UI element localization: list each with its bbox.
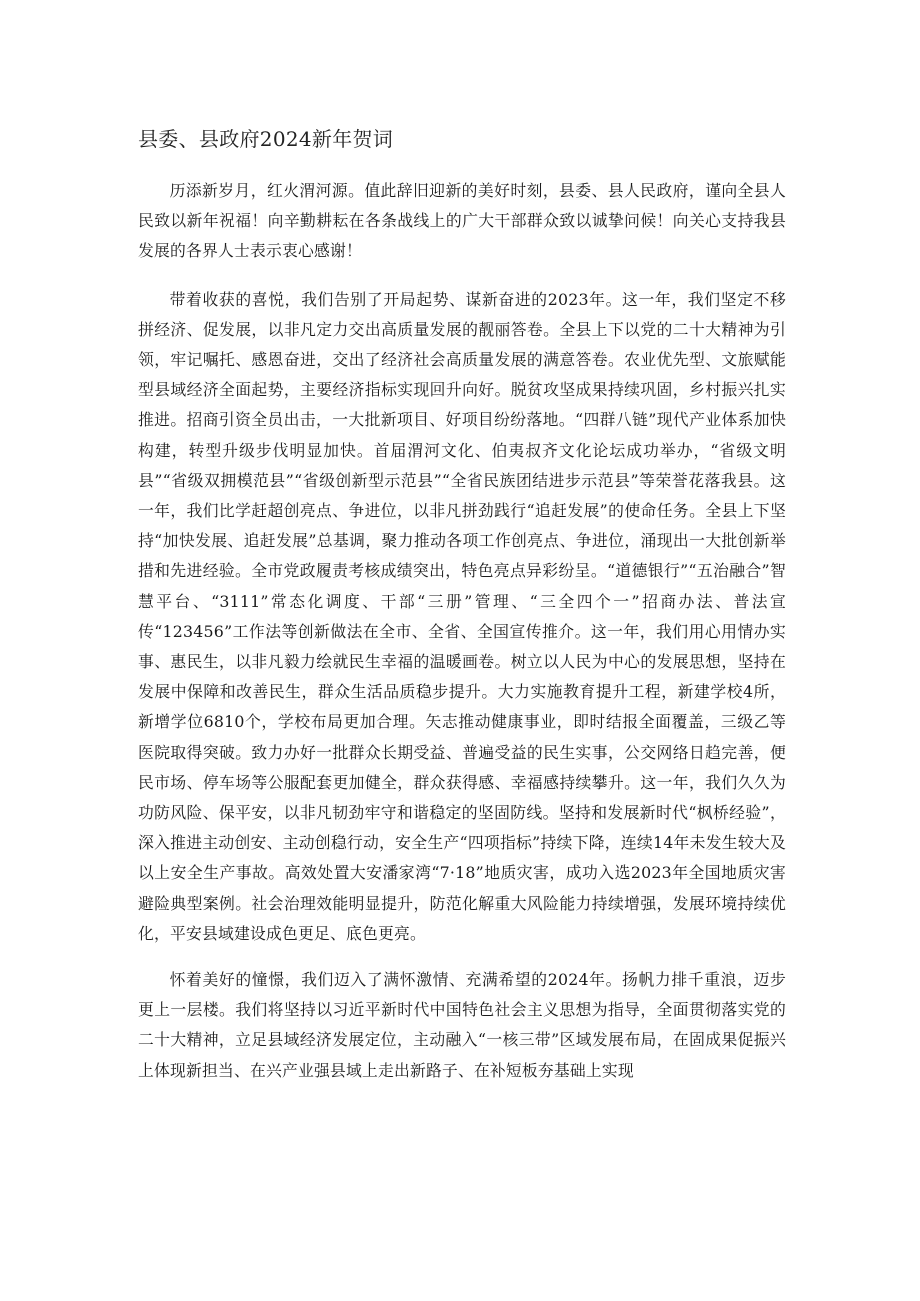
document-body	[138, 176, 786, 1099]
document-title: 县委、县政府2024新年贺词	[138, 127, 394, 151]
paragraph-greeting: 历添新岁月，红火渭河源。值此辞旧迎新的美好时刻，县委、县人民政府，谨向全县人民致以新年祝福！向辛勤耕耘在各条战线上的广大干部群众致以诚挚问候！向关心支持我县发展的各界人士表示衷心感谢！	[138, 181, 786, 261]
paragraph-review-2023: 带着收获的喜悦，我们告别了开局起势、谋新奋进的2023年。这一年，我们坚定不移拼经济、促发展，以非凡定力交出高质量发展的靓丽答卷。全县上下以党的二十大精神为引领，牢记嘱托、感恩奋进，交出了经济社会高质量发展的满意答卷。农业优先型、文旅赋能型县域经济全面起势，主要经济指标实现回升向好。脱贫攻坚成果持续巩固，乡村振兴扎实推进。招商引资全员出击，一大批新项目、好项目纷纷落地。“四群八链”现代产业体系加快构建，转型升级步伐明显加快。首届渭河文化、伯夷叔齐文化论坛成功举办，“省级文明县”“省级双拥模范县”“省级创新型示范县”“全省民族团结进步示范县”等荣誉花落我县。这一年，我们比学赶超创亮点、争进位，以非凡拼劲践行“追赶发展”的使命任务。全县上下坚持“加快发展、追赶发展”总基调，聚力推动各项工作创亮点、争进位，涌现出一大批创新举措和先进经验。全市党政履责考核成绩突出，特色亮点异彩纷呈。“道德银行”“五治融合”智慧平台、“3111”常态化调度、干部“三册”管理、“三全四个一”招商办法、普法宣传“123456”工作法等创新做法在全市、全省、全国宣传推介。这一年，我们用心用情办实事、惠民生，以非凡毅力绘就民生幸福的温暖画卷。树立以人民为中心的发展思想，坚持在发展中保障和改善民生，群众生活品质稳步提升。大力实施教育提升工程，新建学校4所，新增学位6810个，学校布局更加合理。矢志推动健康事业，即时结报全面覆盖，三级乙等医院取得突破。致力办好一批群众长期受益、普遍受益的民生实事，公交网络日趋完善，便民市场、停车场等公服配套更加健全，群众获得感、幸福感持续攀升。这一年，我们久久为功防风险、保平安，以非凡韧劲牢守和谐稳定的坚固防线。坚持和发展新时代“枫桥经验”，深入推进主动创安、主动创稳行动，安全生产“四项指标”持续下降，连续14年未发生较大及以上安全生产事故。高效处置大安潘家湾“7·18”地质灾害，成功入选2023年全国地质灾害避险典型案例。社会治理效能明显提升，防范化解重大风险能力持续增强，发展环境持续优化，平安县域建设成色更足、底色更亮。	[138, 289, 786, 943]
paragraph-outlook-2024: 怀着美好的憧憬，我们迈入了满怀激情、充满希望的2024年。扬帆力排千重浪，迈步更上一层楼。我们将坚持以习近平新时代中国特色社会主义思想为指导，全面贯彻落实党的二十大精神，立足县域经济发展定位，主动融入“一核三带”区域发展布局，在固成果促振兴上体现新担当、在兴产业强县域上走出新路子、在补短板夯基础上实现	[138, 970, 786, 1080]
